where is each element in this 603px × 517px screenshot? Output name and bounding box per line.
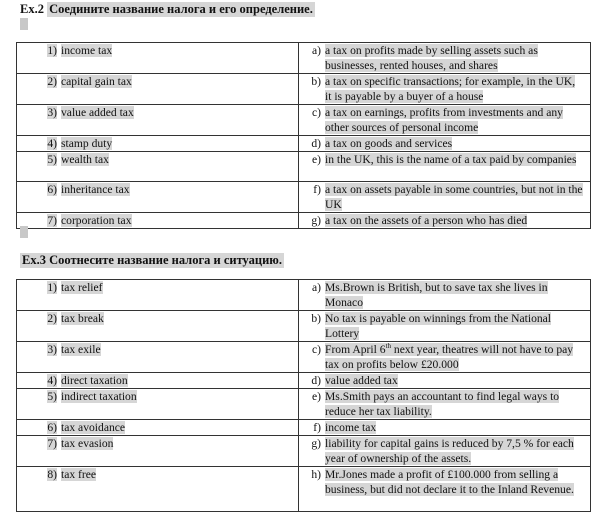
paragraph-marker <box>20 226 28 238</box>
table-row <box>17 420 591 436</box>
table-row <box>17 182 591 213</box>
item-number: 7) <box>47 437 57 450</box>
ex2-title-text: Соедините название налога и его определение. <box>49 2 313 16</box>
table-row <box>17 389 591 420</box>
tax-term: corporation tax <box>61 214 132 227</box>
tax-term: tax exile <box>61 343 101 356</box>
tax-definition: a tax on the assets of a person who has died <box>325 214 528 227</box>
item-number: 3) <box>47 106 57 119</box>
table-row <box>17 213 591 229</box>
table-row <box>17 311 591 342</box>
situation-text: Mr.Jones made a profit of £100.000 from selling a business, but did not declare it to the Inland Revenue. <box>325 468 574 496</box>
item-number: 5) <box>47 390 57 403</box>
ex3-title <box>20 253 284 267</box>
item-letter: d) <box>311 374 321 387</box>
item-letter: c) <box>311 106 321 119</box>
item-number: 6) <box>47 183 57 196</box>
table-row <box>17 74 591 105</box>
item-letter: c) <box>311 343 321 356</box>
item-letter: g) <box>311 437 321 450</box>
paragraph-marker <box>20 18 28 30</box>
item-number: 4) <box>47 137 57 150</box>
tax-definition: a tax on goods and services <box>325 137 453 150</box>
item-number: 7) <box>47 214 57 227</box>
item-number: 1) <box>47 44 57 57</box>
table-row <box>17 342 591 373</box>
situation-text: liability for capital gains is reduced by 7,5 % for each year of ownership of the assets. <box>325 437 574 465</box>
ex3-table <box>16 279 591 512</box>
item-letter: h) <box>311 468 321 481</box>
item-number: 2) <box>47 75 57 88</box>
tax-term: tax avoidance <box>61 421 126 434</box>
tax-term: stamp duty <box>61 137 113 150</box>
item-letter: d) <box>311 137 321 150</box>
item-letter: e) <box>311 390 321 403</box>
table-row <box>17 373 591 389</box>
table-row <box>17 136 591 152</box>
tax-definition: a tax on earnings, profits from investments and any other sources of personal income <box>325 106 563 134</box>
table-row <box>17 280 591 311</box>
tax-definition: a tax on specific transactions; for example, in the UK, it is payable by a buyer of a house <box>325 75 576 103</box>
item-letter: e) <box>311 153 321 166</box>
ex2-table <box>16 42 591 229</box>
table-row <box>17 105 591 136</box>
situation-text: No tax is payable on winnings from the National Lottery <box>325 312 552 340</box>
item-letter: b) <box>311 75 321 88</box>
item-letter: f) <box>313 421 321 434</box>
situation-text: income tax <box>325 421 377 434</box>
tax-term: inheritance tax <box>61 183 130 196</box>
item-number: 4) <box>47 374 57 387</box>
table-row <box>17 436 591 467</box>
table-row <box>17 467 591 512</box>
item-number: 6) <box>47 421 57 434</box>
tax-definition: in the UK, this is the name of a tax paid by companies <box>325 153 577 166</box>
ex2-number: Ex.2 <box>20 2 44 16</box>
ex3-title-text: Ex.3 Соотнесите название налога и ситуацию. <box>22 253 282 267</box>
tax-term: income tax <box>61 44 113 57</box>
tax-term: tax evasion <box>61 437 114 450</box>
item-number: 1) <box>47 281 57 294</box>
item-number: 3) <box>47 343 57 356</box>
tax-term: wealth tax <box>61 153 109 166</box>
ex2-title <box>20 2 315 16</box>
tax-term: tax free <box>61 468 97 481</box>
tax-term: value added tax <box>61 106 134 119</box>
item-number: 5) <box>47 153 57 166</box>
item-letter: f) <box>313 183 321 196</box>
tax-definition: a tax on profits made by selling assets such as businesses, rented houses, and shares <box>325 44 538 72</box>
tax-term: indirect taxation <box>61 390 137 403</box>
item-number: 2) <box>47 312 57 325</box>
tax-term: direct taxation <box>61 374 128 387</box>
situation-text: value added tax <box>325 374 398 387</box>
tax-term: capital gain tax <box>61 75 132 88</box>
item-number: 8) <box>47 468 57 481</box>
situation-text: From April 6th next year, theatres will not have to pay tax on profits below £20.000 <box>325 342 574 371</box>
ex3-number: Ex.3 <box>22 253 46 267</box>
tax-term: tax relief <box>61 281 103 294</box>
table-row <box>17 43 591 74</box>
tax-definition: a tax on assets payable in some countries, but not in the UK <box>325 183 583 211</box>
item-letter: b) <box>311 312 321 325</box>
situation-text: Ms.Smith pays an accountant to find legal ways to reduce her tax liability. <box>325 390 560 418</box>
table-row <box>17 152 591 182</box>
item-letter: a) <box>311 44 321 57</box>
tax-term: tax break <box>61 312 104 325</box>
item-letter: g) <box>311 214 321 227</box>
item-letter: a) <box>311 281 321 294</box>
situation-text: Ms.Brown is British, but to save tax she lives in Monaco <box>325 281 548 309</box>
